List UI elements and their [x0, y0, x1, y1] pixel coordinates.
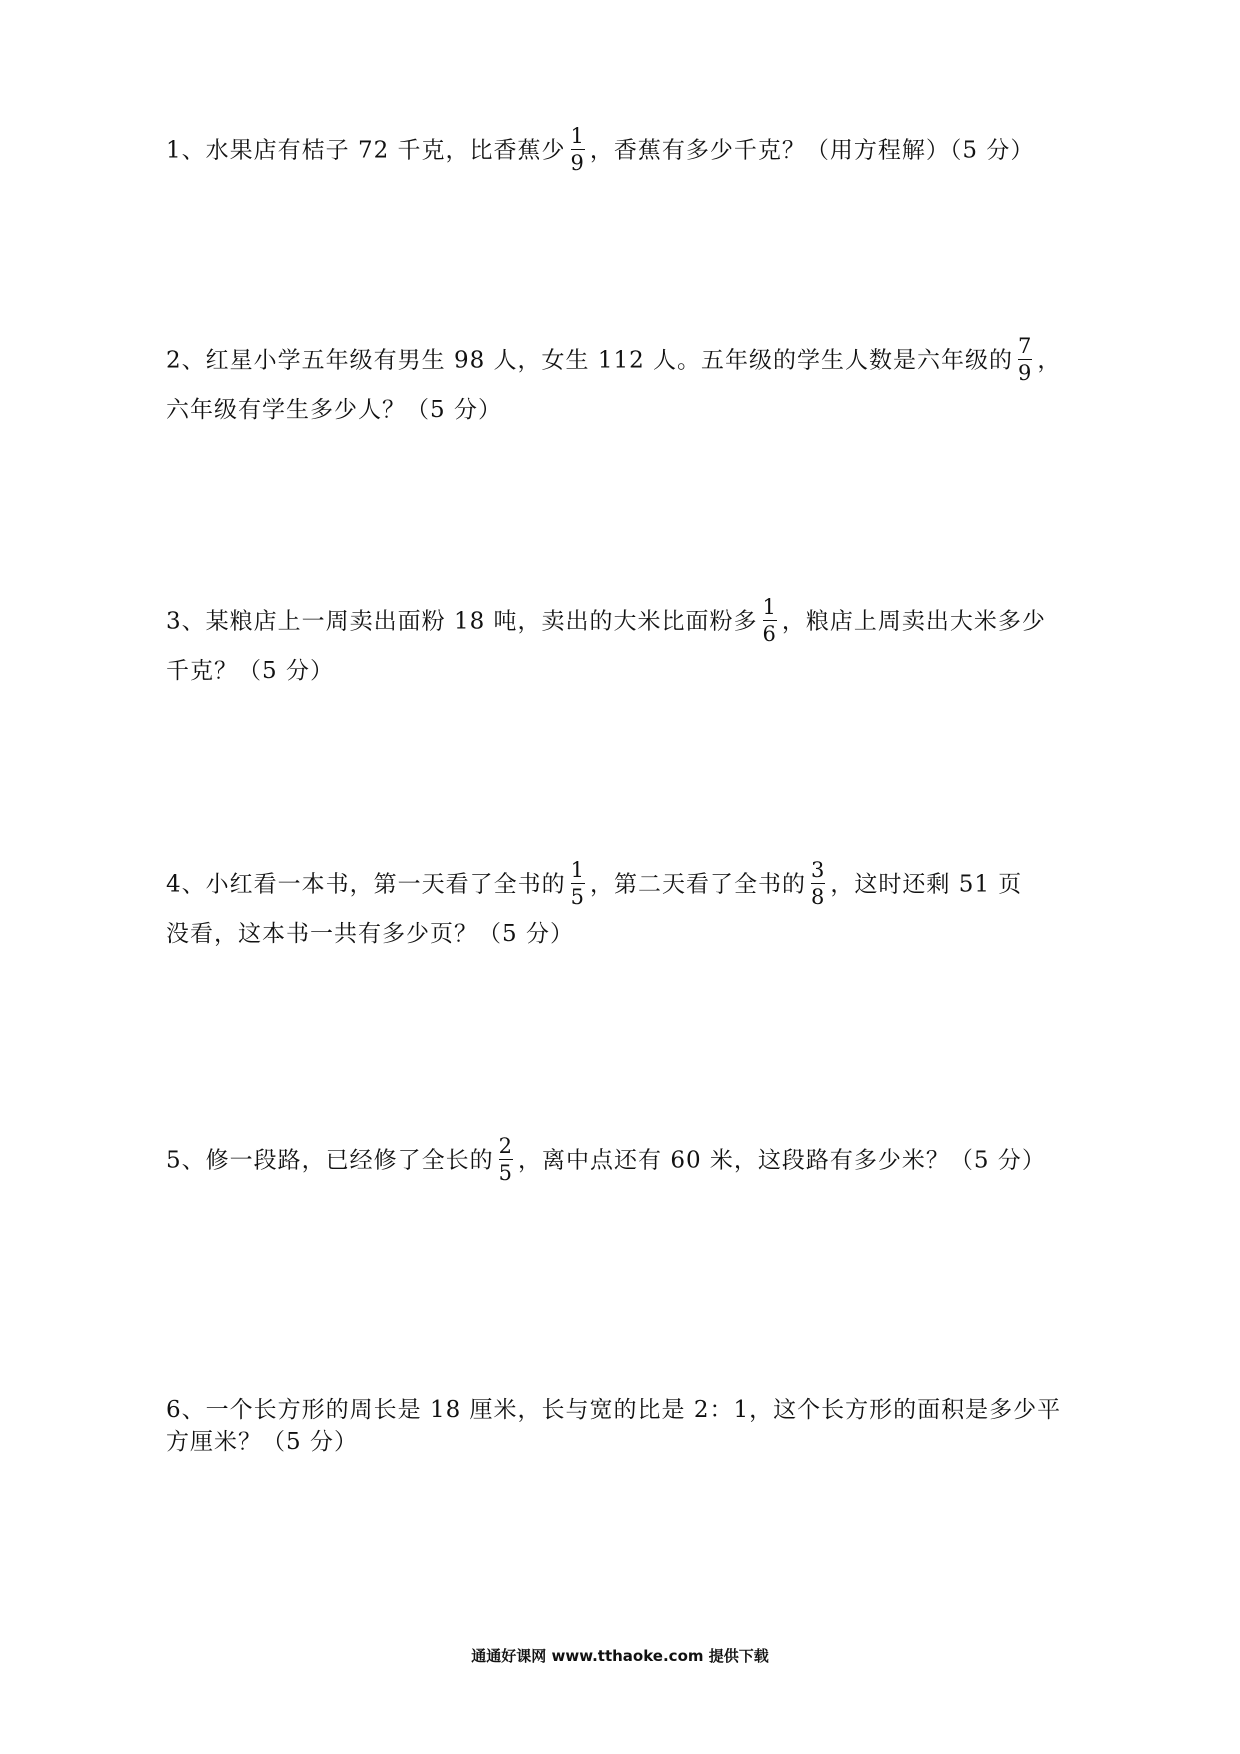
question-4-text-after: ，这时还剩 51 页 [830, 871, 1023, 898]
fraction-bar [571, 149, 585, 150]
question-4-line-1 [166, 860, 1086, 911]
question-2-line-1 [166, 336, 1086, 387]
question-1-text-before: 1、水果店有桔子 72 千克，比香蕉少 [166, 137, 566, 164]
fraction-3-8 [809, 858, 827, 909]
question-1 [166, 126, 1086, 177]
question-5-text-after: ，离中点还有 60 米，这段路有多少米？（5 分） [518, 1147, 1046, 1174]
question-4 [166, 860, 1086, 949]
fraction-bar [1018, 359, 1032, 360]
fraction-bar [499, 1159, 513, 1160]
question-6-line-1: 6、一个长方形的周长是 18 厘米，长与宽的比是 2：1，这个长方形的面积是多少平 [166, 1397, 1062, 1423]
fraction-bar [571, 883, 585, 884]
question-2-line-2: 六年级有学生多少人？（5 分） [166, 397, 502, 423]
question-4-text-mid: ，第二天看了全书的 [590, 871, 807, 898]
fraction-denominator: 8 [811, 885, 826, 909]
question-1-text-after: ，香蕉有多少千克？（用方程解）（5 分） [589, 137, 1035, 164]
fraction-denominator: 5 [570, 885, 586, 909]
question-1-line-1 [166, 126, 1086, 177]
question-4-text-before: 4、小红看一本书，第一天看了全书的 [166, 871, 566, 898]
question-2-text-before: 2、红星小学五年级有男生 98 人，女生 112 人。五年级的学生人数是六年级的 [166, 347, 1014, 374]
question-5-line-1 [166, 1136, 1086, 1187]
question-3-line-1 [166, 597, 1086, 648]
fraction-numerator: 3 [811, 858, 826, 882]
fraction-denominator: 9 [570, 151, 585, 175]
fraction-numerator: 1 [762, 595, 777, 619]
question-3-line-2: 千克？（5 分） [166, 658, 334, 684]
fraction-denominator: 5 [498, 1161, 514, 1185]
question-5 [166, 1136, 1086, 1187]
fraction-1-6 [761, 595, 779, 646]
question-3-text-before: 3、某粮店上一周卖出面粉 18 吨，卖出的大米比面粉多 [166, 608, 758, 635]
question-6-line-2: 方厘米？（5 分） [166, 1429, 358, 1455]
question-3 [166, 597, 1086, 686]
question-4-line-2: 没看，这本书一共有多少页？（5 分） [166, 921, 574, 947]
fraction-numerator: 1 [570, 858, 586, 882]
fraction-7-9 [1016, 334, 1034, 385]
fraction-denominator: 6 [762, 622, 777, 646]
fraction-numerator: 1 [570, 124, 585, 148]
fraction-bar [763, 620, 777, 621]
fraction-2-5 [497, 1134, 515, 1185]
fraction-denominator: 9 [1018, 361, 1033, 385]
question-2-text-after: ， [1037, 347, 1062, 374]
fraction-1-9 [569, 124, 587, 175]
question-5-text-before: 5、修一段路，已经修了全长的 [166, 1147, 494, 1174]
footer-source-text: 通通好课网 www.tthaoke.com 提供下载 [471, 1647, 769, 1665]
question-3-text-after: ，粮店上周卖出大米多少 [781, 608, 1046, 635]
fraction-numerator: 7 [1018, 334, 1033, 358]
fraction-bar [811, 883, 825, 884]
fraction-1-5 [569, 858, 587, 909]
fraction-numerator: 2 [498, 1134, 514, 1158]
question-6 [166, 1395, 1086, 1457]
question-2 [166, 336, 1086, 425]
